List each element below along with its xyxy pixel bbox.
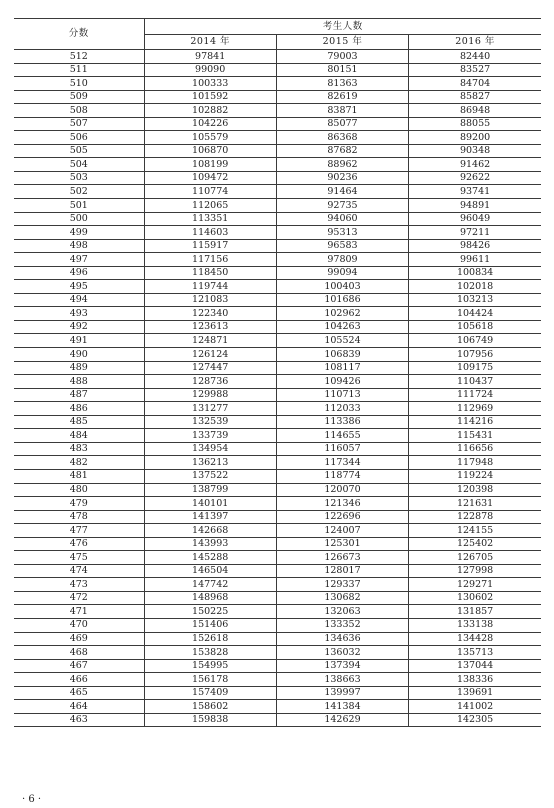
score-cell: 487 (14, 388, 144, 402)
score-cell: 492 (14, 320, 144, 334)
score-cell: 480 (14, 483, 144, 497)
candidate-count-cell: 132063 (276, 605, 408, 619)
candidate-count-cell: 126705 (409, 551, 541, 565)
year-column-header: 2014 年 (144, 35, 276, 50)
candidate-count-cell: 86948 (409, 104, 541, 118)
candidate-count-cell: 138336 (409, 673, 541, 687)
table-row (14, 199, 541, 213)
candidate-count-cell: 97211 (409, 226, 541, 240)
candidate-count-cell: 105524 (276, 334, 408, 348)
candidate-count-cell: 158602 (144, 700, 276, 714)
candidate-count-cell: 82440 (409, 50, 541, 64)
candidate-count-cell: 99090 (144, 63, 276, 77)
candidate-count-cell: 88055 (409, 117, 541, 131)
candidate-count-cell: 101686 (276, 293, 408, 307)
candidate-count-cell: 118450 (144, 266, 276, 280)
score-cell: 501 (14, 199, 144, 213)
score-cell: 481 (14, 469, 144, 483)
candidate-count-cell: 92622 (409, 171, 541, 185)
candidate-count-cell: 97841 (144, 50, 276, 64)
score-cell: 508 (14, 104, 144, 118)
table-row (14, 293, 541, 307)
score-cell: 502 (14, 185, 144, 199)
table-row (14, 63, 541, 77)
candidate-count-cell: 154995 (144, 659, 276, 673)
candidate-count-cell: 113386 (276, 415, 408, 429)
candidate-count-cell: 148968 (144, 591, 276, 605)
candidate-count-cell: 82619 (276, 90, 408, 104)
candidate-count-cell: 121083 (144, 293, 276, 307)
candidate-count-cell: 106870 (144, 144, 276, 158)
candidate-count-cell: 93741 (409, 185, 541, 199)
score-cell: 500 (14, 212, 144, 226)
score-cell: 505 (14, 144, 144, 158)
score-cell: 504 (14, 158, 144, 172)
candidate-count-cell: 109175 (409, 361, 541, 375)
table-row (14, 117, 541, 131)
candidate-count-cell: 120070 (276, 483, 408, 497)
table-row (14, 442, 541, 456)
score-cell: 494 (14, 293, 144, 307)
candidate-count-cell: 133138 (409, 618, 541, 632)
score-column-header: 分数 (14, 19, 144, 50)
candidate-count-cell: 83527 (409, 63, 541, 77)
candidate-count-cell: 117948 (409, 456, 541, 470)
candidate-count-cell: 83871 (276, 104, 408, 118)
table-row (14, 239, 541, 253)
page-number: · 6 · (22, 794, 42, 805)
score-cell: 486 (14, 402, 144, 416)
score-cell: 464 (14, 700, 144, 714)
candidate-count-cell: 107956 (409, 348, 541, 362)
table-row (14, 185, 541, 199)
table-row (14, 551, 541, 565)
candidate-count-cell: 81363 (276, 77, 408, 91)
table-row (14, 307, 541, 321)
candidate-count-cell: 103213 (409, 293, 541, 307)
candidate-count-cell: 120398 (409, 483, 541, 497)
score-cell: 497 (14, 253, 144, 267)
candidate-count-cell: 147742 (144, 578, 276, 592)
score-cell: 496 (14, 266, 144, 280)
score-cell: 495 (14, 280, 144, 294)
candidate-count-cell: 88962 (276, 158, 408, 172)
candidate-count-cell: 108117 (276, 361, 408, 375)
candidate-count-cell: 129337 (276, 578, 408, 592)
candidate-count-cell: 137522 (144, 469, 276, 483)
candidate-count-cell: 89200 (409, 131, 541, 145)
candidate-count-cell: 102962 (276, 307, 408, 321)
candidate-count-cell: 85077 (276, 117, 408, 131)
table-row (14, 415, 541, 429)
candidate-count-cell: 100333 (144, 77, 276, 91)
candidate-count-cell: 129988 (144, 388, 276, 402)
table-row (14, 605, 541, 619)
candidate-count-cell: 110437 (409, 375, 541, 389)
score-cell: 473 (14, 578, 144, 592)
candidate-count-cell: 117344 (276, 456, 408, 470)
candidate-count-cell: 86368 (276, 131, 408, 145)
candidate-count-cell: 100834 (409, 266, 541, 280)
score-cell: 488 (14, 375, 144, 389)
table-row (14, 361, 541, 375)
score-cell: 471 (14, 605, 144, 619)
table-row (14, 144, 541, 158)
table-row (14, 537, 541, 551)
candidate-count-cell: 128017 (276, 564, 408, 578)
score-cell: 493 (14, 307, 144, 321)
candidate-count-cell: 79003 (276, 50, 408, 64)
candidate-count-cell: 153828 (144, 646, 276, 660)
candidate-count-cell: 139691 (409, 686, 541, 700)
candidate-count-cell: 119224 (409, 469, 541, 483)
candidate-count-cell: 121631 (409, 497, 541, 511)
candidate-count-cell: 96583 (276, 239, 408, 253)
score-cell: 507 (14, 117, 144, 131)
score-cell: 512 (14, 50, 144, 64)
candidate-count-cell: 134636 (276, 632, 408, 646)
table-row (14, 253, 541, 267)
table-row (14, 618, 541, 632)
candidate-count-cell: 146504 (144, 564, 276, 578)
table-row (14, 700, 541, 714)
candidate-count-cell: 112065 (144, 199, 276, 213)
table-row (14, 131, 541, 145)
year-column-header: 2015 年 (276, 35, 408, 50)
candidate-count-cell: 137044 (409, 659, 541, 673)
candidate-count-cell: 133739 (144, 429, 276, 443)
candidate-count-cell: 102018 (409, 280, 541, 294)
candidate-count-cell: 99094 (276, 266, 408, 280)
table-row (14, 158, 541, 172)
candidate-count-cell: 104424 (409, 307, 541, 321)
score-cell: 490 (14, 348, 144, 362)
table-row (14, 50, 541, 64)
candidate-count-cell: 134954 (144, 442, 276, 456)
score-cell: 478 (14, 510, 144, 524)
candidate-count-cell: 132539 (144, 415, 276, 429)
year-column-header: 2016 年 (409, 35, 541, 50)
candidate-count-cell: 108199 (144, 158, 276, 172)
candidate-count-cell: 100403 (276, 280, 408, 294)
candidate-count-cell: 122878 (409, 510, 541, 524)
table-row (14, 483, 541, 497)
candidate-count-cell: 124007 (276, 524, 408, 538)
candidate-count-cell: 114655 (276, 429, 408, 443)
table-row (14, 469, 541, 483)
candidate-count-cell: 90348 (409, 144, 541, 158)
score-cell: 491 (14, 334, 144, 348)
candidate-count-cell: 111724 (409, 388, 541, 402)
candidate-count-cell: 105579 (144, 131, 276, 145)
candidate-count-cell: 139997 (276, 686, 408, 700)
candidate-count-cell: 133352 (276, 618, 408, 632)
candidate-count-cell: 113351 (144, 212, 276, 226)
score-cell: 466 (14, 673, 144, 687)
table-row (14, 266, 541, 280)
table-row (14, 659, 541, 673)
candidate-count-cell: 116656 (409, 442, 541, 456)
candidate-count-cell: 92735 (276, 199, 408, 213)
table-header (14, 19, 541, 50)
table-row (14, 510, 541, 524)
candidate-count-cell: 152618 (144, 632, 276, 646)
candidate-count-cell: 124155 (409, 524, 541, 538)
candidate-count-cell: 112033 (276, 402, 408, 416)
score-cell: 474 (14, 564, 144, 578)
candidate-count-cell: 101592 (144, 90, 276, 104)
score-cell: 511 (14, 63, 144, 77)
candidate-count-cell: 141397 (144, 510, 276, 524)
candidate-count-cell: 104226 (144, 117, 276, 131)
candidate-count-cell: 106839 (276, 348, 408, 362)
candidate-count-cell: 94060 (276, 212, 408, 226)
candidate-count-cell: 137394 (276, 659, 408, 673)
candidate-count-cell: 130682 (276, 591, 408, 605)
candidate-count-cell: 131277 (144, 402, 276, 416)
score-cell: 479 (14, 497, 144, 511)
candidate-count-cell: 122696 (276, 510, 408, 524)
candidate-count-cell: 105618 (409, 320, 541, 334)
table-row (14, 632, 541, 646)
table-row (14, 456, 541, 470)
score-cell: 506 (14, 131, 144, 145)
score-cell: 463 (14, 713, 144, 727)
score-cell: 483 (14, 442, 144, 456)
score-cell: 510 (14, 77, 144, 91)
candidate-count-cell: 115431 (409, 429, 541, 443)
candidate-count-cell: 140101 (144, 497, 276, 511)
candidate-count-cell: 145288 (144, 551, 276, 565)
score-cell: 498 (14, 239, 144, 253)
score-cell: 484 (14, 429, 144, 443)
table-row (14, 673, 541, 687)
candidate-count-cell: 128736 (144, 375, 276, 389)
candidate-count-cell: 98426 (409, 239, 541, 253)
table-row (14, 524, 541, 538)
table-row (14, 646, 541, 660)
candidate-count-cell: 127447 (144, 361, 276, 375)
candidate-count-cell: 135713 (409, 646, 541, 660)
score-cell: 467 (14, 659, 144, 673)
candidate-count-cell: 121346 (276, 497, 408, 511)
table-row (14, 90, 541, 104)
candidate-count-cell: 138663 (276, 673, 408, 687)
candidate-count-cell: 138799 (144, 483, 276, 497)
score-cell: 468 (14, 646, 144, 660)
candidate-count-cell: 141002 (409, 700, 541, 714)
candidate-count-cell: 136213 (144, 456, 276, 470)
table-row (14, 402, 541, 416)
candidate-count-cell: 151406 (144, 618, 276, 632)
candidate-count-cell: 84704 (409, 77, 541, 91)
table-row (14, 686, 541, 700)
score-cell: 477 (14, 524, 144, 538)
candidate-count-cell: 106749 (409, 334, 541, 348)
score-distribution-table (14, 18, 541, 727)
table-row (14, 497, 541, 511)
candidate-count-cell: 116057 (276, 442, 408, 456)
candidate-count-cell: 125301 (276, 537, 408, 551)
candidate-count-cell: 109426 (276, 375, 408, 389)
candidate-count-cell: 99611 (409, 253, 541, 267)
candidate-count-cell: 110713 (276, 388, 408, 402)
table-row (14, 104, 541, 118)
candidate-count-cell: 131857 (409, 605, 541, 619)
table-row (14, 591, 541, 605)
candidate-count-cell: 123613 (144, 320, 276, 334)
candidate-count-cell: 127998 (409, 564, 541, 578)
candidate-count-cell: 134428 (409, 632, 541, 646)
candidate-count-cell: 114216 (409, 415, 541, 429)
score-cell: 509 (14, 90, 144, 104)
candidate-count-cell: 95313 (276, 226, 408, 240)
candidate-count-cell: 117156 (144, 253, 276, 267)
score-cell: 476 (14, 537, 144, 551)
table-row (14, 578, 541, 592)
score-cell: 499 (14, 226, 144, 240)
candidate-count-cell: 87682 (276, 144, 408, 158)
candidate-count-cell: 141384 (276, 700, 408, 714)
candidate-count-cell: 114603 (144, 226, 276, 240)
candidate-count-cell: 126124 (144, 348, 276, 362)
table-row (14, 388, 541, 402)
candidate-count-cell: 80151 (276, 63, 408, 77)
score-cell: 465 (14, 686, 144, 700)
candidate-count-cell: 118774 (276, 469, 408, 483)
table-row (14, 320, 541, 334)
score-cell: 475 (14, 551, 144, 565)
table-row (14, 334, 541, 348)
table-row (14, 348, 541, 362)
candidate-count-cell: 156178 (144, 673, 276, 687)
candidate-count-cell: 142629 (276, 713, 408, 727)
score-cell: 482 (14, 456, 144, 470)
candidate-count-cell: 157409 (144, 686, 276, 700)
candidate-count-cell: 142668 (144, 524, 276, 538)
score-cell: 489 (14, 361, 144, 375)
table-row (14, 226, 541, 240)
candidates-group-header: 考生人数 (144, 19, 541, 35)
candidate-count-cell: 94891 (409, 199, 541, 213)
candidate-count-cell: 122340 (144, 307, 276, 321)
table-row (14, 77, 541, 91)
candidate-count-cell: 125402 (409, 537, 541, 551)
score-cell: 472 (14, 591, 144, 605)
table-body (14, 50, 541, 727)
score-cell: 485 (14, 415, 144, 429)
candidate-count-cell: 142305 (409, 713, 541, 727)
candidate-count-cell: 85827 (409, 90, 541, 104)
table-row (14, 564, 541, 578)
table-row (14, 171, 541, 185)
candidate-count-cell: 96049 (409, 212, 541, 226)
candidate-count-cell: 126673 (276, 551, 408, 565)
candidate-count-cell: 104263 (276, 320, 408, 334)
candidate-count-cell: 130602 (409, 591, 541, 605)
candidate-count-cell: 129271 (409, 578, 541, 592)
candidate-count-cell: 91462 (409, 158, 541, 172)
candidate-count-cell: 90236 (276, 171, 408, 185)
score-cell: 503 (14, 171, 144, 185)
candidate-count-cell: 159838 (144, 713, 276, 727)
candidate-count-cell: 115917 (144, 239, 276, 253)
table-row (14, 212, 541, 226)
candidate-count-cell: 102882 (144, 104, 276, 118)
candidate-count-cell: 112969 (409, 402, 541, 416)
table-row (14, 375, 541, 389)
table-row (14, 713, 541, 727)
table-row (14, 429, 541, 443)
candidate-count-cell: 136032 (276, 646, 408, 660)
candidate-count-cell: 119744 (144, 280, 276, 294)
candidate-count-cell: 91464 (276, 185, 408, 199)
table-row (14, 280, 541, 294)
candidate-count-cell: 143993 (144, 537, 276, 551)
score-cell: 470 (14, 618, 144, 632)
candidate-count-cell: 150225 (144, 605, 276, 619)
candidate-count-cell: 110774 (144, 185, 276, 199)
candidate-count-cell: 124871 (144, 334, 276, 348)
score-cell: 469 (14, 632, 144, 646)
candidate-count-cell: 97809 (276, 253, 408, 267)
candidate-count-cell: 109472 (144, 171, 276, 185)
